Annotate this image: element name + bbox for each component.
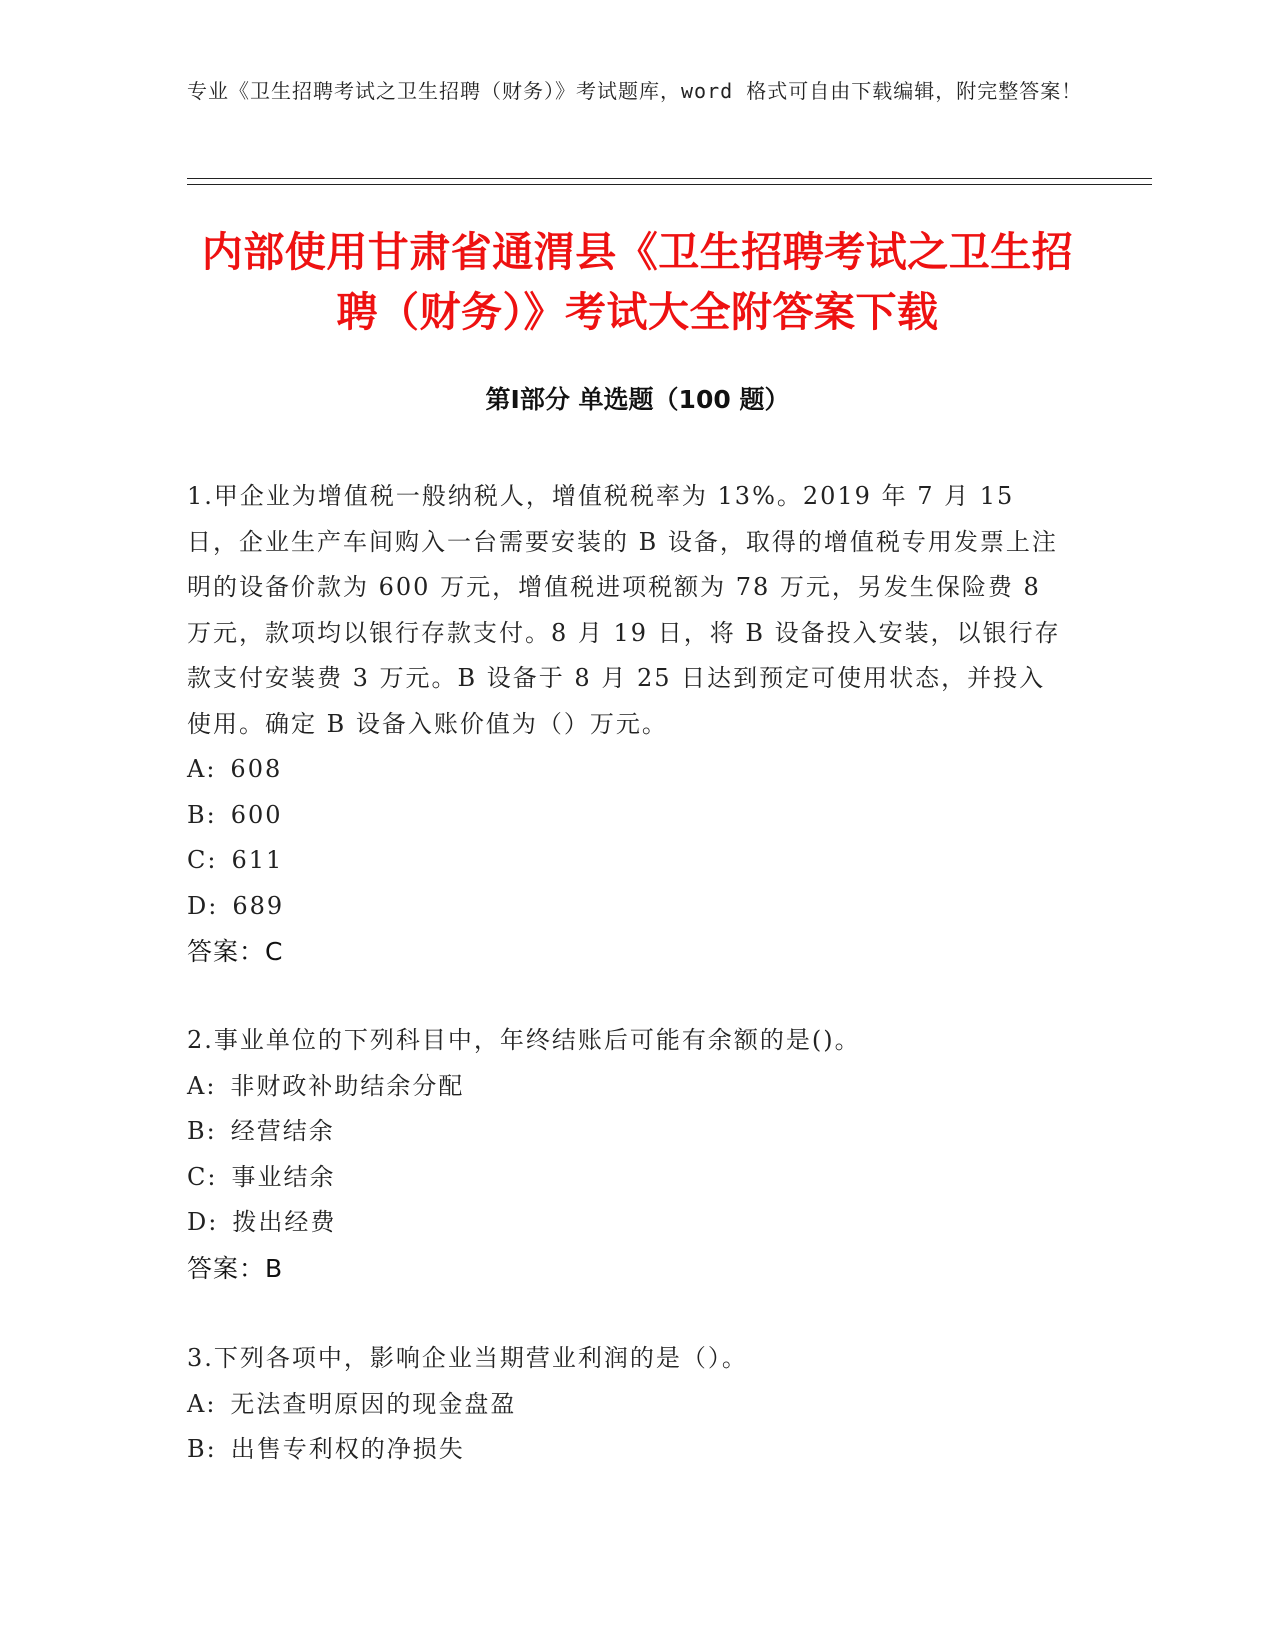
option-key: D: [187, 891, 219, 920]
option-key: A: [187, 1071, 217, 1100]
option-text: 拨出经费 [232, 1208, 337, 1236]
option-text: 608 [230, 755, 283, 783]
option-key: B: [187, 1117, 217, 1145]
answer: 答案：B [187, 1253, 284, 1283]
option-text: 事业结余 [231, 1162, 336, 1191]
option-a [187, 747, 1067, 793]
option-d [187, 884, 1067, 930]
option-a [187, 1064, 1067, 1110]
option-key: A: [187, 755, 217, 783]
option-d [187, 1200, 1067, 1246]
option-key: B: [187, 800, 217, 829]
answer: 答案：C [187, 937, 284, 966]
option-text: 600 [230, 800, 283, 829]
option-text: 出售专利权的净损失 [230, 1435, 465, 1463]
option-b [187, 793, 1067, 839]
option-c [187, 838, 1067, 884]
option-key: B: [187, 1435, 217, 1463]
section-heading: 第Ⅰ部分 单选题（100 题） [485, 385, 790, 414]
option-text: 非财政补助结余分配 [230, 1071, 465, 1100]
option-key: C: [187, 846, 218, 874]
option-key: A: [187, 1389, 217, 1418]
document-title: 内部使用甘肃省通渭县《卫生招聘考试之卫生招聘（财务）》考试大全附答案下载 [201, 228, 1074, 336]
option-c [187, 1155, 1067, 1201]
question-stem: 2.事业单位的下列科目中，年终结账后可能有余额的是()。 [187, 1026, 861, 1054]
option-b [187, 1109, 1067, 1155]
option-text: 689 [232, 891, 285, 920]
option-a [187, 1382, 1067, 1428]
header-note: 专业《卫生招聘考试之卫生招聘（财务）》考试题库，word 格式可自由下载编辑，附完整答案！ [187, 79, 1083, 103]
option-b [187, 1427, 1067, 1473]
question-stem: 3.下列各项中，影响企业当期营业利润的是（）。 [187, 1344, 748, 1372]
question-1 [187, 474, 1067, 975]
question-stem: 1.甲企业为增值税一般纳税人，增值税税率为 13%。2019 年 7 月 15 日，企业生产车间购入一台需要安装的 B 设备，取得的增值税专用发票上注明的设备价款为 600 万元，增值税进项税额为 78 万元，另发生保险费 8 万元，款项均以银行存款支付。8 月 19 日，将 B 设备投入安装，以银行存款支付安装费 3 万元。B 设备于 8 月 25 日达到预定可使用状态，并投入使用。确定 B 设备入账价值为（）万元。 [187, 482, 1061, 738]
question-3 [187, 1336, 1067, 1473]
option-key: C: [187, 1162, 218, 1191]
header-divider-top [187, 178, 1152, 179]
option-text: 611 [231, 846, 284, 874]
option-key: D: [187, 1208, 219, 1236]
question-2 [187, 1018, 1067, 1291]
option-text: 经营结余 [230, 1117, 335, 1145]
option-text: 无法查明原因的现金盘盈 [230, 1389, 517, 1418]
header-divider-bottom [187, 184, 1152, 185]
